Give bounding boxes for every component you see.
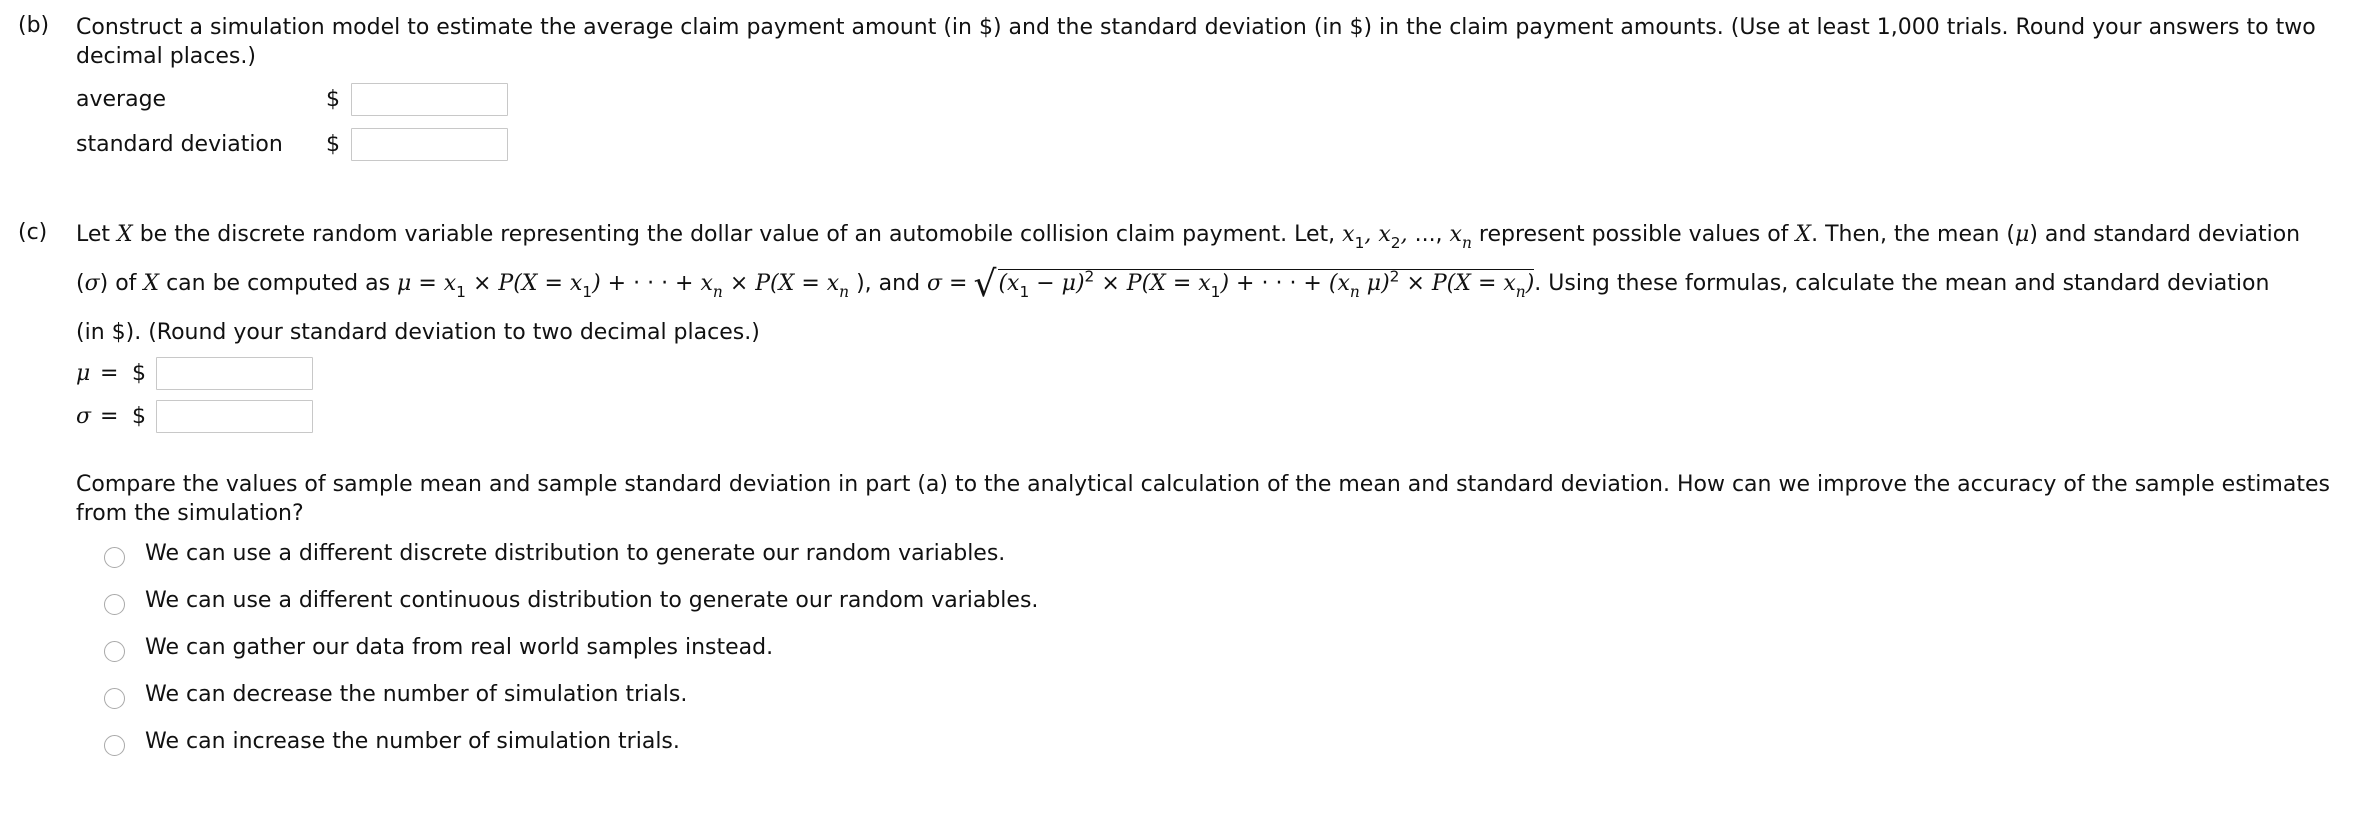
option-label[interactable]: We can increase the number of simulation trials. <box>145 729 680 754</box>
part-b-question-line2: decimal places.) <box>76 44 256 69</box>
std-dev-currency: $ <box>326 131 340 157</box>
option-radio[interactable] <box>104 735 125 756</box>
intro-text-a: Let <box>76 222 118 247</box>
var-x-3: X <box>143 271 160 296</box>
sigma-currency: $ <box>132 403 146 429</box>
part-c-line3: (in $). (Round your standard deviation to two decimal places.) <box>76 320 760 345</box>
mu-eq: = <box>100 360 119 386</box>
average-row <box>76 82 508 116</box>
option-row[interactable] <box>104 588 1038 613</box>
option-radio[interactable] <box>104 594 125 615</box>
std-dev-row <box>76 127 508 161</box>
part-b-question <box>76 13 2344 71</box>
std-dev-input[interactable] <box>351 128 508 161</box>
mu-input[interactable] <box>156 357 313 390</box>
compare-line1: Compare the values of sample mean and sample standard deviation in part (a) to the analytical calculation of the mean and standard deviation. How can we improve the accuracy of the sample estimates <box>76 472 2330 497</box>
intro-text-e: ) and standard deviation <box>2029 222 2301 247</box>
line2-text-c: can be computed as <box>159 271 398 296</box>
compare-question <box>76 470 2344 528</box>
sigma-eq: = <box>100 403 119 429</box>
sigma-label: σ <box>76 403 92 429</box>
mean-formula: $\mu = x_1 \times P(X = x_1)$ + · · · + $x_n \times P(X = x_n$ <box>397 271 850 302</box>
line2-text-a: ( <box>76 271 85 296</box>
line2-text-b: ) of <box>99 271 144 296</box>
line2-and: ), and <box>856 271 928 296</box>
line2-using: . Using these formulas, calculate the mean and standard deviation <box>1534 271 2270 296</box>
sigma-formula: $\sigma = √(x_1 - \mu)^2 \times P(X = x_1)$ + · · · + ($x_n$ $\mu)^2 \times P(X = x_n)$ <box>927 264 1535 305</box>
sigma-symbol: σ <box>84 271 100 296</box>
sigma-row <box>76 399 313 433</box>
mu-symbol: μ <box>2015 222 2030 247</box>
mu-label: μ <box>76 360 91 386</box>
intro-text-d: . Then, the mean ( <box>1811 222 2015 247</box>
intro-text-b: be the discrete random variable representing the dollar value of an automobile collision claim payment. Let, <box>132 222 1343 247</box>
mu-currency: $ <box>132 360 146 386</box>
compare-line2: from the simulation? <box>76 501 304 526</box>
option-label[interactable]: We can use a different continuous distribution to generate our random variables. <box>145 588 1039 613</box>
average-input[interactable] <box>351 83 508 116</box>
intro-text-c: represent possible values of <box>1471 222 1796 247</box>
sigma-input[interactable] <box>156 400 313 433</box>
option-row[interactable] <box>104 635 773 660</box>
std-dev-label: standard deviation <box>76 131 283 157</box>
option-row[interactable] <box>104 541 1005 566</box>
part-c-label: (c) <box>18 220 48 245</box>
values-list: $x_1$, $x_2$, ..., $x_n$ <box>1342 222 1472 253</box>
average-label: average <box>76 86 167 112</box>
option-radio[interactable] <box>104 547 125 568</box>
option-label[interactable]: We can gather our data from real world samples instead. <box>145 635 774 660</box>
option-radio[interactable] <box>104 641 125 662</box>
option-row[interactable] <box>104 729 680 754</box>
option-row[interactable] <box>104 682 687 707</box>
part-b-label: (b) <box>18 13 50 38</box>
option-radio[interactable] <box>104 688 125 709</box>
average-currency: $ <box>326 86 340 112</box>
part-c-line2 <box>76 264 2344 305</box>
option-label[interactable]: We can use a different discrete distribution to generate our random variables. <box>145 541 1006 566</box>
mu-row <box>76 356 313 390</box>
var-x-2: X <box>1795 222 1812 247</box>
var-x: X <box>117 222 133 247</box>
part-b-question-line1: Construct a simulation model to estimate the average claim payment amount (in $) and the standard deviation (in $) in the claim payment amounts. (Use at least 1,000 trials. Round your answers to two <box>76 15 2316 40</box>
part-c-line1 <box>76 220 2344 253</box>
option-label[interactable]: We can decrease the number of simulation trials. <box>145 682 688 707</box>
